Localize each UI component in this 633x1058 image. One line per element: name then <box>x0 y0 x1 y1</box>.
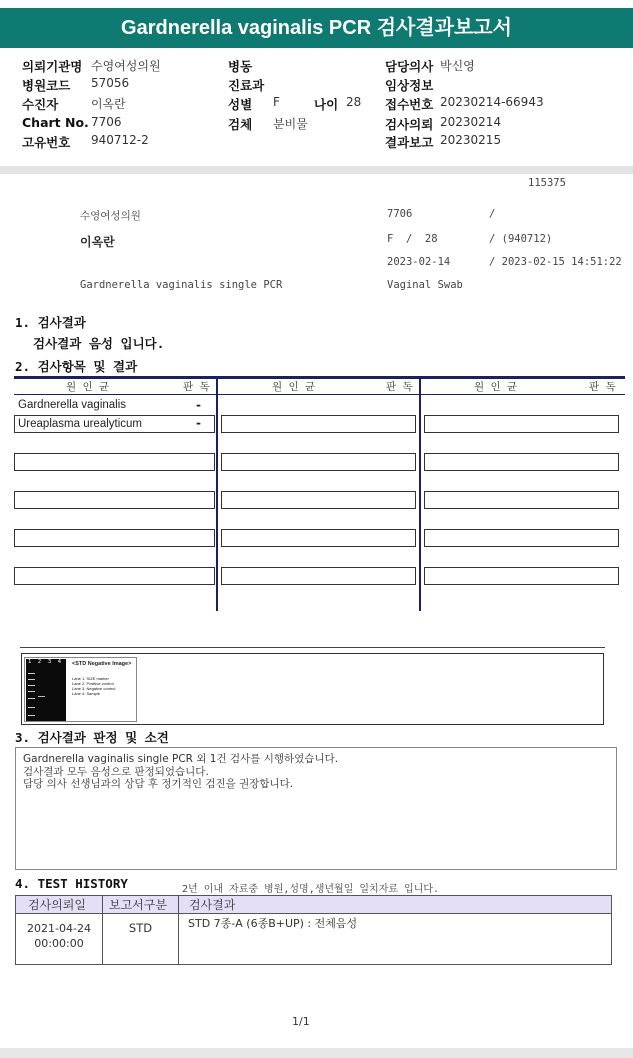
empty-cell <box>424 567 619 585</box>
specimen-label: 검체 <box>228 117 253 132</box>
patient-label: 수진자 <box>22 97 59 112</box>
gel-band <box>28 698 35 699</box>
gel-band <box>28 685 35 686</box>
result-row-2-value: - <box>196 416 201 430</box>
empty-cell <box>424 453 619 471</box>
empty-cell <box>424 491 619 509</box>
col-header-pathogen-2: 원 인 균 <box>272 381 316 393</box>
gel-band <box>28 673 35 674</box>
sex-value: F <box>273 95 280 109</box>
label-clinic: 수영여성의원 <box>80 210 141 222</box>
gel-band <box>28 679 35 680</box>
col-header-judgement-2: 판 독 <box>386 381 413 393</box>
age-value: 28 <box>346 95 362 109</box>
table-divider-1 <box>216 376 218 611</box>
sex-label: 성별 <box>228 97 253 112</box>
section-separator <box>20 647 605 648</box>
report-date-value: 20230215 <box>440 133 502 147</box>
empty-cell <box>221 567 416 585</box>
gel-image <box>26 659 66 721</box>
chart-no-label: Chart No. <box>22 115 89 130</box>
gel-band <box>28 691 35 692</box>
section2-title: 2. 검사항목 및 결과 <box>15 359 138 374</box>
col-header-judgement-1: 판 독 <box>183 381 210 393</box>
empty-cell <box>14 491 215 509</box>
empty-cell <box>221 491 416 509</box>
page-number: 1/1 <box>292 1015 310 1028</box>
opinion-text <box>23 753 338 791</box>
opinion-line: Gardnerella vaginalis single PCR 외 1건 검사를 시행하였습니다. <box>23 753 339 765</box>
col-header-judgement-3: 판 독 <box>589 381 616 393</box>
opinion-line: 담당 의사 선생님과의 상담 후 정기적인 검진을 권장합니다. <box>23 778 294 790</box>
section3-title: 3. 검사결과 판정 및 소견 <box>15 730 169 745</box>
empty-cell <box>221 529 416 547</box>
referring-clinic-label: 의뢰기관명 <box>22 59 83 74</box>
history-col-type: 보고서구분 <box>102 895 179 914</box>
request-date-label: 검사의뢰 <box>385 117 434 132</box>
gel-band <box>28 707 35 708</box>
result-row-1-value: - <box>196 398 201 412</box>
receipt-no-label: 접수번호 <box>385 97 434 112</box>
section4-title: 4. TEST HISTORY <box>15 876 128 891</box>
unique-id-value: 940712-2 <box>91 133 149 147</box>
ward-label: 병동 <box>228 59 253 74</box>
label-specimen: Vaginal Swab <box>387 279 463 291</box>
label-test-name: Gardnerella vaginalis single PCR <box>80 279 283 291</box>
label-recv-date: 2023-02-14 <box>387 256 451 268</box>
history-result: STD 7종-A (6종B+UP) : 전체음성 <box>188 917 358 930</box>
gel-legend-line: Lane 2. Positive control <box>72 681 114 686</box>
patient-value: 이옥란 <box>91 97 126 111</box>
history-type: STD <box>128 921 153 935</box>
gel-legend-line: Lane 3. Negative control <box>72 686 116 691</box>
table-divider-2 <box>419 376 421 611</box>
label-birth: / (940712) <box>489 233 553 245</box>
empty-cell <box>221 453 416 471</box>
report-title: Gardnerella vaginalis PCR 검사결과보고서 <box>0 8 633 48</box>
empty-cell <box>14 567 215 585</box>
gel-band <box>38 696 45 697</box>
empty-cell <box>424 415 619 433</box>
doctor-value: 박신영 <box>440 59 475 73</box>
section1-result: 검사결과 음성 입니다. <box>33 336 165 351</box>
label-code: 115375 <box>528 177 566 189</box>
specimen-value: 분비물 <box>273 117 308 131</box>
referring-clinic-value: 수영여성의원 <box>91 59 161 73</box>
age-label: 나이 <box>314 97 339 112</box>
label-report-datetime: / 2023-02-15 14:51:22 <box>489 256 622 268</box>
result-row-1-name: Gardnerella vaginalis <box>18 399 127 411</box>
gel-legend-line: Lane 4. Sample <box>72 691 101 696</box>
label-slash: / <box>489 208 496 220</box>
gel-caption: <STD Negative Image> <box>72 661 132 667</box>
col-header-pathogen-3: 원 인 균 <box>474 381 518 393</box>
page-footer-band <box>0 1048 633 1058</box>
chart-no-value: 7706 <box>91 115 122 129</box>
section1-title: 1. 검사결과 <box>15 315 86 330</box>
unique-id-label: 고유번호 <box>22 135 71 150</box>
history-date: 2021-04-24 <box>27 922 91 935</box>
empty-cell <box>424 529 619 547</box>
empty-cell <box>14 529 215 547</box>
doctor-label: 담당의사 <box>385 59 434 74</box>
history-col-date: 검사의뢰일 <box>15 895 103 914</box>
label-patient: 이옥란 <box>80 235 115 249</box>
department-label: 진료과 <box>228 78 265 93</box>
receipt-no-value: 20230214-66943 <box>440 95 544 109</box>
report-date-label: 결과보고 <box>385 135 434 150</box>
history-col-result: 검사결과 <box>178 895 612 914</box>
request-date-value: 20230214 <box>440 115 502 129</box>
hospital-code-value: 57056 <box>91 76 130 90</box>
header-divider <box>0 166 633 174</box>
gel-legend-line: Lane 1. SIZE marker <box>72 676 109 681</box>
hospital-code-label: 병원코드 <box>22 78 71 93</box>
history-time: 00:00:00 <box>34 937 84 950</box>
empty-cell <box>14 453 215 471</box>
empty-cell <box>221 415 416 433</box>
history-row-date <box>15 921 103 951</box>
label-sex-age: F / 28 <box>387 233 438 245</box>
history-note: 2년 이내 자료중 병원,성명,생년월일 일치자료 입니다. <box>182 884 440 895</box>
clinical-info-label: 임상정보 <box>385 78 434 93</box>
col-header-pathogen-1: 원 인 균 <box>66 381 110 393</box>
result-row-2-cell <box>14 415 215 433</box>
result-row-2-name: Ureaplasma urealyticum <box>18 418 142 430</box>
gel-lane-numbers: 1 2 3 4 <box>28 659 62 665</box>
label-chart-no: 7706 <box>387 208 413 220</box>
gel-legend <box>72 676 115 696</box>
opinion-line: 검사결과 모두 음성으로 판정되었습니다. <box>23 765 209 778</box>
gel-band <box>28 715 35 716</box>
